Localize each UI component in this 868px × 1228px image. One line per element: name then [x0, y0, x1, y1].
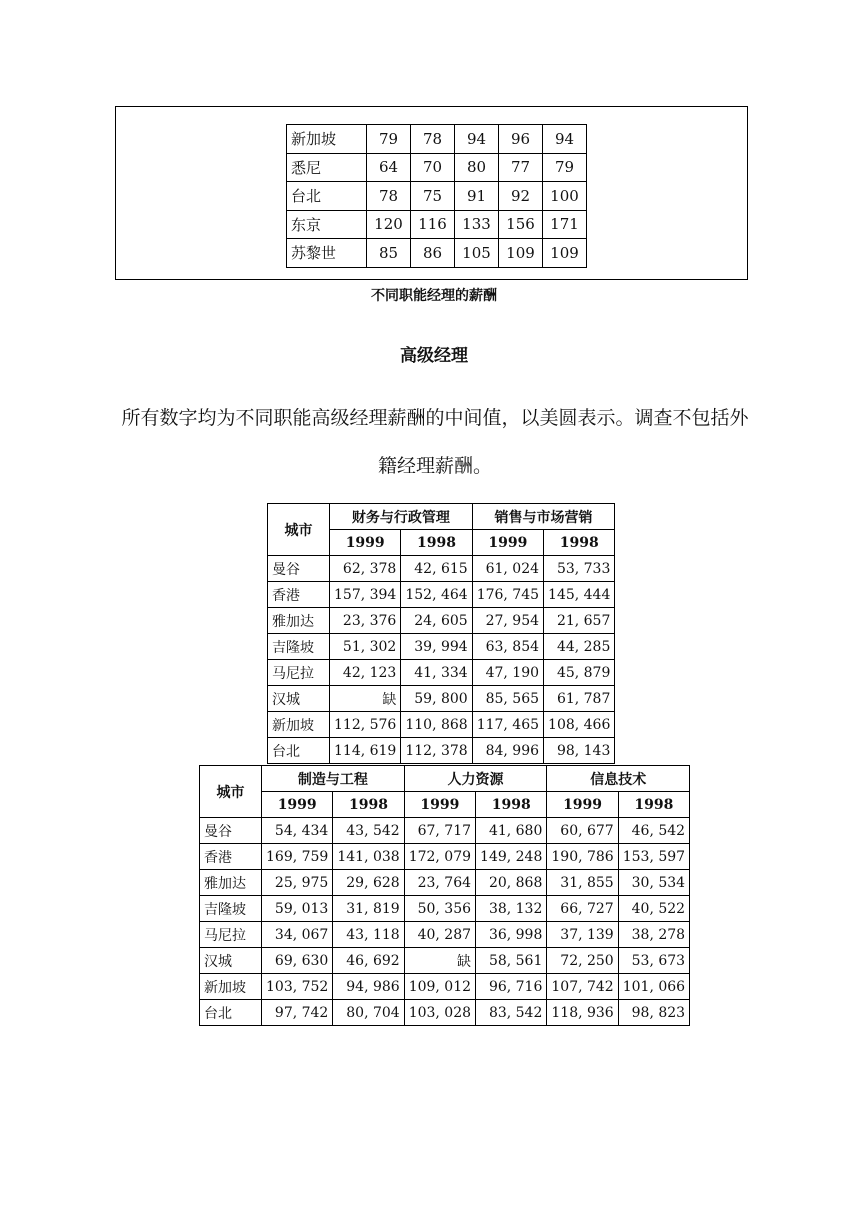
city-header: 城市	[268, 504, 330, 556]
figure-caption: 不同职能经理的薪酬	[371, 288, 497, 304]
value-cell: 103, 028	[404, 1000, 475, 1026]
city-cell: 吉隆坡	[200, 896, 262, 922]
value-cell: 40, 287	[404, 922, 475, 948]
table-row	[200, 896, 690, 922]
value-cell: 59, 013	[262, 896, 333, 922]
group-header: 信息技术	[547, 766, 690, 792]
city-cell: 曼谷	[200, 818, 262, 844]
value-cell: 78	[411, 125, 455, 154]
table-row	[200, 818, 690, 844]
value-cell: 152, 464	[401, 582, 472, 608]
value-cell: 172, 079	[404, 844, 475, 870]
value-cell: 120	[367, 210, 411, 239]
value-cell: 41, 334	[401, 660, 472, 686]
value-cell: 141, 038	[333, 844, 404, 870]
city-cell: 马尼拉	[268, 660, 330, 686]
value-cell: 112, 378	[401, 738, 472, 764]
value-cell: 58, 561	[476, 948, 547, 974]
table-row	[200, 922, 690, 948]
city-cell: 汉城	[200, 948, 262, 974]
value-cell: 43, 542	[333, 818, 404, 844]
value-cell: 64	[367, 153, 411, 182]
value-cell: 157, 394	[330, 582, 401, 608]
year-header: 1998	[618, 792, 689, 818]
table-row	[268, 582, 615, 608]
value-cell: 59, 800	[401, 686, 472, 712]
value-cell: 缺	[404, 948, 475, 974]
value-cell: 114, 619	[330, 738, 401, 764]
year-header: 1999	[547, 792, 618, 818]
value-cell: 41, 680	[476, 818, 547, 844]
value-cell: 67, 717	[404, 818, 475, 844]
city-cell: 台北	[268, 738, 330, 764]
value-cell: 109	[499, 239, 543, 268]
value-cell: 112, 576	[330, 712, 401, 738]
value-cell: 31, 819	[333, 896, 404, 922]
table-row	[268, 738, 615, 764]
value-cell: 83, 542	[476, 1000, 547, 1026]
city-cell: 新加坡	[200, 974, 262, 1000]
value-cell: 38, 278	[618, 922, 689, 948]
value-cell: 80, 704	[333, 1000, 404, 1026]
value-cell: 94	[455, 125, 499, 154]
value-cell: 118, 936	[547, 1000, 618, 1026]
value-cell: 46, 692	[333, 948, 404, 974]
year-header: 1998	[401, 530, 472, 556]
value-cell: 34, 067	[262, 922, 333, 948]
city-cell: 新加坡	[287, 125, 367, 154]
senior-manager-salary-table-1	[267, 503, 615, 764]
group-header: 人力资源	[404, 766, 547, 792]
value-cell: 51, 302	[330, 634, 401, 660]
value-cell: 53, 673	[618, 948, 689, 974]
value-cell: 171	[543, 210, 587, 239]
value-cell: 92	[499, 182, 543, 211]
table-row	[268, 556, 615, 582]
value-cell: 153, 597	[618, 844, 689, 870]
table-row	[287, 125, 587, 154]
value-cell: 79	[367, 125, 411, 154]
value-cell: 29, 628	[333, 870, 404, 896]
value-cell: 30, 534	[618, 870, 689, 896]
description-paragraph: 所有数字均为不同职能高级经理薪酬的中间值，以美圆表示。调查不包括外籍经理薪酬。	[121, 407, 749, 477]
city-cell: 台北	[287, 182, 367, 211]
table-row	[268, 660, 615, 686]
table-row	[200, 1000, 690, 1026]
value-cell: 61, 787	[544, 686, 615, 712]
value-cell: 85, 565	[472, 686, 543, 712]
year-header: 1999	[404, 792, 475, 818]
value-cell: 53, 733	[544, 556, 615, 582]
year-header: 1999	[472, 530, 543, 556]
city-header: 城市	[200, 766, 262, 818]
value-cell: 23, 764	[404, 870, 475, 896]
value-cell: 190, 786	[547, 844, 618, 870]
value-cell: 50, 356	[404, 896, 475, 922]
value-cell: 105	[455, 239, 499, 268]
value-cell: 75	[411, 182, 455, 211]
value-cell: 116	[411, 210, 455, 239]
table-row	[287, 153, 587, 182]
value-cell: 40, 522	[618, 896, 689, 922]
city-cell: 雅加达	[200, 870, 262, 896]
value-cell: 96	[499, 125, 543, 154]
value-cell: 94	[543, 125, 587, 154]
value-cell: 149, 248	[476, 844, 547, 870]
city-cell: 台北	[200, 1000, 262, 1026]
value-cell: 60, 677	[547, 818, 618, 844]
value-cell: 117, 465	[472, 712, 543, 738]
table-row	[200, 870, 690, 896]
value-cell: 72, 250	[547, 948, 618, 974]
value-cell: 45, 879	[544, 660, 615, 686]
value-cell: 43, 118	[333, 922, 404, 948]
value-cell: 110, 868	[401, 712, 472, 738]
table-row	[287, 182, 587, 211]
value-cell: 176, 745	[472, 582, 543, 608]
value-cell: 42, 123	[330, 660, 401, 686]
year-header: 1998	[333, 792, 404, 818]
city-cell: 马尼拉	[200, 922, 262, 948]
city-cell: 东京	[287, 210, 367, 239]
value-cell: 86	[411, 239, 455, 268]
value-cell: 20, 868	[476, 870, 547, 896]
table-row	[200, 844, 690, 870]
value-cell: 94, 986	[333, 974, 404, 1000]
table-row	[200, 974, 690, 1000]
salary-index-table	[286, 124, 587, 268]
value-cell: 39, 994	[401, 634, 472, 660]
table-row	[268, 686, 615, 712]
value-cell: 109	[543, 239, 587, 268]
value-cell: 85	[367, 239, 411, 268]
value-cell: 42, 615	[401, 556, 472, 582]
value-cell: 62, 378	[330, 556, 401, 582]
year-header: 1999	[330, 530, 401, 556]
value-cell: 44, 285	[544, 634, 615, 660]
value-cell: 23, 376	[330, 608, 401, 634]
value-cell: 96, 716	[476, 974, 547, 1000]
value-cell: 79	[543, 153, 587, 182]
city-cell: 苏黎世	[287, 239, 367, 268]
value-cell: 37, 139	[547, 922, 618, 948]
table-row	[200, 948, 690, 974]
value-cell: 98, 143	[544, 738, 615, 764]
value-cell: 38, 132	[476, 896, 547, 922]
table-row	[287, 210, 587, 239]
value-cell: 66, 727	[547, 896, 618, 922]
table-row	[268, 634, 615, 660]
table-row	[268, 608, 615, 634]
city-cell: 汉城	[268, 686, 330, 712]
value-cell: 61, 024	[472, 556, 543, 582]
value-cell: 133	[455, 210, 499, 239]
value-cell: 97, 742	[262, 1000, 333, 1026]
year-header: 1998	[476, 792, 547, 818]
city-cell: 悉尼	[287, 153, 367, 182]
value-cell: 107, 742	[547, 974, 618, 1000]
value-cell: 46, 542	[618, 818, 689, 844]
value-cell: 145, 444	[544, 582, 615, 608]
value-cell: 24, 605	[401, 608, 472, 634]
city-cell: 新加坡	[268, 712, 330, 738]
value-cell: 100	[543, 182, 587, 211]
section-heading: 高级经理	[400, 346, 468, 366]
value-cell: 80	[455, 153, 499, 182]
value-cell: 101, 066	[618, 974, 689, 1000]
value-cell: 156	[499, 210, 543, 239]
value-cell: 98, 823	[618, 1000, 689, 1026]
value-cell: 47, 190	[472, 660, 543, 686]
city-cell: 吉隆坡	[268, 634, 330, 660]
value-cell: 21, 657	[544, 608, 615, 634]
value-cell: 91	[455, 182, 499, 211]
value-cell: 25, 975	[262, 870, 333, 896]
senior-manager-salary-table-2	[199, 765, 690, 1026]
value-cell: 36, 998	[476, 922, 547, 948]
value-cell: 31, 855	[547, 870, 618, 896]
value-cell: 84, 996	[472, 738, 543, 764]
city-cell: 雅加达	[268, 608, 330, 634]
table-row	[268, 712, 615, 738]
value-cell: 109, 012	[404, 974, 475, 1000]
year-header: 1998	[544, 530, 615, 556]
value-cell: 69, 630	[262, 948, 333, 974]
group-header: 制造与工程	[262, 766, 405, 792]
value-cell: 169, 759	[262, 844, 333, 870]
value-cell: 缺	[330, 686, 401, 712]
group-header: 财务与行政管理	[330, 504, 473, 530]
value-cell: 77	[499, 153, 543, 182]
value-cell: 70	[411, 153, 455, 182]
value-cell: 63, 854	[472, 634, 543, 660]
year-header: 1999	[262, 792, 333, 818]
value-cell: 103, 752	[262, 974, 333, 1000]
city-cell: 香港	[200, 844, 262, 870]
value-cell: 78	[367, 182, 411, 211]
city-cell: 香港	[268, 582, 330, 608]
group-header: 销售与市场营销	[472, 504, 615, 530]
value-cell: 54, 434	[262, 818, 333, 844]
table-row	[287, 239, 587, 268]
value-cell: 108, 466	[544, 712, 615, 738]
value-cell: 27, 954	[472, 608, 543, 634]
city-cell: 曼谷	[268, 556, 330, 582]
